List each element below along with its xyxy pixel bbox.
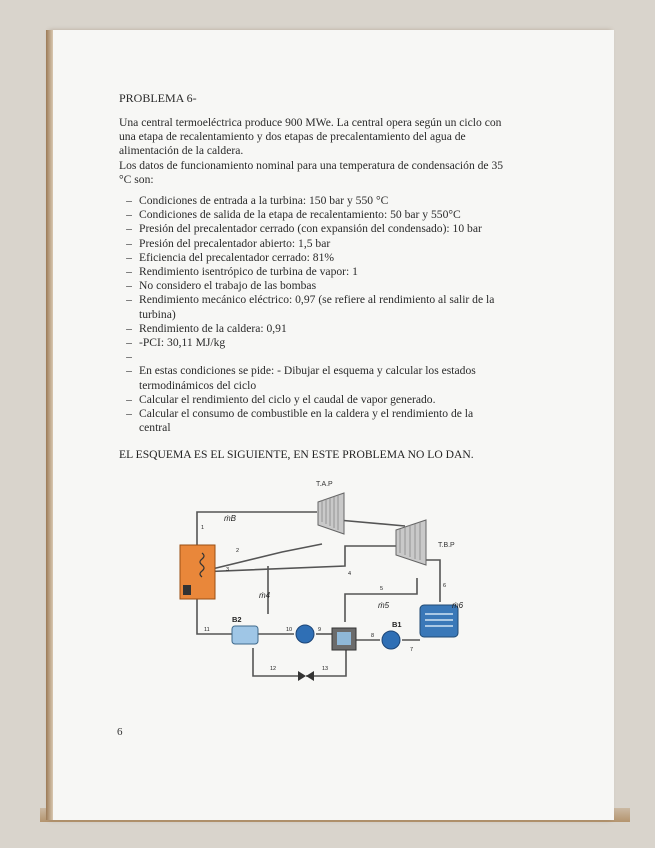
condition-line: central [139, 421, 171, 435]
condition-line: No considero el trabajo de las bombas [139, 279, 317, 293]
point-5: 5 [380, 586, 384, 592]
intro-line: Los datos de funcionamiento nominal para una temperatura de condensación de 35 [119, 158, 504, 172]
b2-label: B2 [232, 615, 242, 624]
page-number: 6 [117, 726, 123, 738]
intro-line: °C son: [119, 172, 154, 186]
list-dash: – [126, 279, 132, 293]
point-2: 2 [236, 548, 240, 554]
condition-line: Presión del precalentador cerrado (con expansión del condensado): 10 bar [139, 222, 482, 236]
list-dash: – [126, 208, 132, 222]
pipe-hp-to-lp [338, 520, 405, 526]
tap-label: T.A.P [316, 481, 333, 488]
point-10: 10 [286, 627, 293, 633]
throttle-valve-right [306, 671, 314, 681]
list-dash: – [126, 364, 132, 378]
pump-b1 [382, 631, 400, 649]
condition-line: Calcular el rendimiento del ciclo y el caudal de vapor generado. [139, 392, 436, 406]
point-4: 4 [348, 571, 352, 577]
flow-m6-label: ṁ6 [452, 601, 464, 610]
pipe-13 [306, 650, 346, 676]
condition-line: Rendimiento de la caldera: 0,91 [139, 321, 287, 335]
condition-line: Rendimiento mecánico eléctrico: 0,97 (se refiere al rendimiento al salir de la [139, 293, 495, 307]
condition-line: termodinámicos del ciclo [139, 378, 257, 392]
list-dash: – [126, 236, 132, 250]
burner [183, 585, 191, 595]
list-dash: – [126, 392, 132, 406]
list-dash: – [126, 293, 132, 307]
pipe-m6 [426, 560, 440, 602]
pipe-11 [197, 596, 232, 634]
condition-line: En estas condiciones se pide: - Dibujar el esquema y calcular los estados [139, 364, 476, 378]
condition-line: turbina) [139, 307, 176, 321]
flow-mb-label: ṁB [224, 514, 236, 523]
pump-b2 [296, 625, 314, 643]
list-dash: – [126, 350, 132, 364]
list-dash: – [126, 407, 132, 421]
tbp-label: T.B.P [438, 542, 455, 549]
condition-line: Presión del precalentador abierto: 1,5 bar [139, 236, 331, 250]
point-6: 6 [443, 583, 447, 589]
condition-line: Rendimiento isentrópico de turbina de vapor: 1 [139, 265, 358, 279]
open-heater-window [337, 632, 351, 645]
flow-m4-label: ṁ4 [259, 591, 271, 600]
closed-heater [232, 626, 258, 644]
point-3: 3 [226, 567, 230, 573]
list-dash: – [126, 250, 132, 264]
condition-line: Condiciones de entrada a la turbina: 150 bar y 550 °C [139, 194, 389, 207]
list-dash: – [126, 321, 132, 335]
point-11: 11 [204, 627, 210, 633]
throttle-valve-left [298, 671, 306, 681]
point-7: 7 [410, 647, 414, 653]
point-9: 9 [318, 627, 322, 633]
list-dash: – [126, 265, 132, 279]
intro-line: Una central termoeléctrica produce 900 MWe. La central opera según un ciclo con [119, 116, 502, 129]
problem-title: PROBLEMA 6- [119, 91, 197, 105]
b1-label: B1 [392, 620, 402, 629]
pipe-m5 [345, 578, 417, 622]
condition-line: -PCI: 30,11 MJ/kg [139, 336, 226, 350]
point-12: 12 [270, 666, 277, 672]
point-8: 8 [371, 633, 375, 639]
condition-line: Calcular el consumo de combustible en la caldera y el rendimiento de la [139, 407, 474, 421]
point-13: 13 [322, 666, 329, 672]
list-dash: – [126, 222, 132, 236]
condition-line: Eficiencia del precalentador cerrado: 81% [139, 250, 335, 264]
list-dash: – [126, 194, 132, 207]
list-dash: – [126, 336, 132, 350]
scheme-note: EL ESQUEMA ES EL SIGUIENTE, EN ESTE PROBLEMA NO LO DAN. [119, 448, 474, 461]
intro-line: una etapa de recalentamiento y dos etapas de precalentamiento del agua de [119, 130, 466, 144]
lp-turbine [396, 520, 426, 565]
point-1: 1 [201, 525, 205, 531]
condition-line: Condiciones de salida de la etapa de recalentamiento: 50 bar y 550°C [139, 208, 461, 222]
flow-m5-label: ṁ5 [378, 601, 390, 610]
intro-line: alimentación de la caldera. [119, 144, 244, 158]
